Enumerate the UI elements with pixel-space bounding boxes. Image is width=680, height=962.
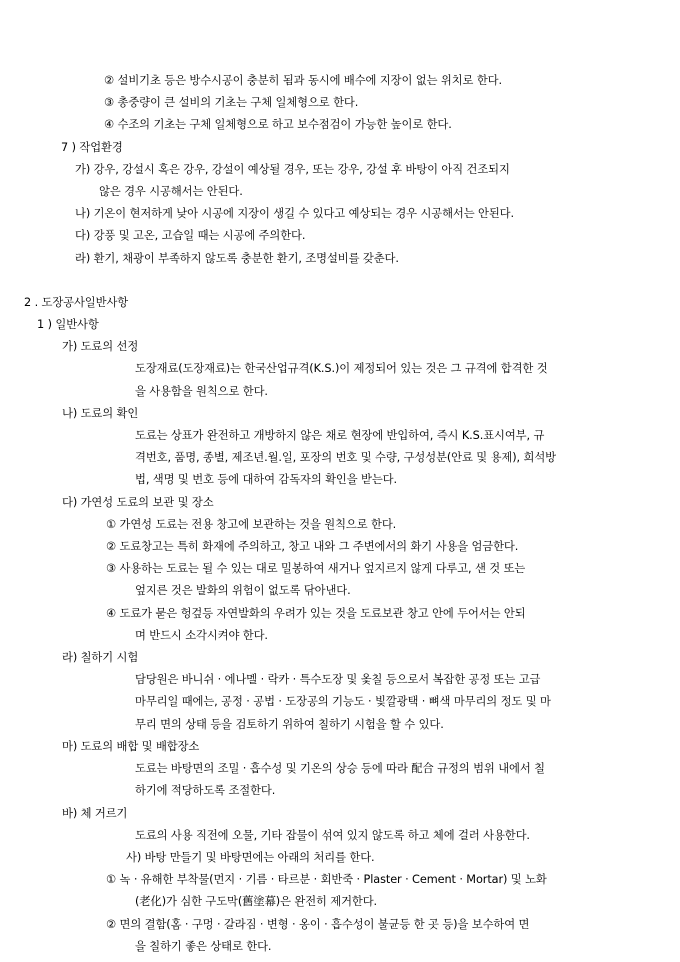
document-line: 엎지른 것은 발화의 위험이 없도록 닦아낸다. [135,584,351,598]
document-line: 1 ) 일반사항 [37,318,99,332]
document-line: 담당원은 바니쉬 · 에나멜 · 락카 · 특수도장 및 옻칠 등으로서 복잡한 공정 또는 고급 [135,673,541,687]
document-line: 2 . 도장공사일반사항 [24,295,129,309]
document-line: ③ 총중량이 큰 설비의 기초는 구체 일체형으로 한다. [104,96,359,110]
document-line: 라) 칠하기 시험 [62,651,139,665]
document-line: 마무리일 때에는, 공정 · 공법 · 도장공의 기능도 · 빛깔광택 · 뼈색 마무리의 정도 및 마 [135,695,551,709]
document-line: 며 반드시 소각시켜야 한다. [135,628,268,642]
document-line: ④ 수조의 기초는 구체 일체형으로 하고 보수점검이 가능한 높이로 한다. [104,118,452,132]
document-line: ① 녹 · 유해한 부착물(먼지 · 기름 · 타르분 · 회반죽 · Plaster · Cement · Mortar) 및 노화 [106,873,547,887]
document-line: ① 가연성 도료는 전용 창고에 보관하는 것을 원칙으로 한다. [106,517,397,531]
document-line: 하기에 적당하도록 조절한다. [135,784,276,798]
document-line: 가) 도료의 선정 [62,340,139,354]
document-line: 도료는 바탕면의 조밀 · 흡수성 및 기온의 상승 등에 따라 配合 규정의 범위 내에서 칠 [135,762,545,776]
document-line: 을 칠하기 좋은 상태로 한다. [135,939,272,953]
document-line: 다) 가연성 도료의 보관 및 장소 [62,495,214,509]
document-line: ④ 도료가 묻은 헝겊등 자연발화의 우려가 있는 것을 도료보관 창고 안에 두어서는 안되 [106,606,526,620]
document-line: 않은 경우 시공해서는 안된다. [99,185,243,199]
document-line: ② 설비기초 등은 방수시공이 충분히 됨과 동시에 배수에 지장이 없는 위치로 한다. [104,74,502,87]
document-body [0,70,680,958]
document-line: ② 도료창고는 특히 화재에 주의하고, 창고 내와 그 주변에서의 화기 사용을 엄금한다. [106,540,519,554]
document-line: 라) 환기, 채광이 부족하지 않도록 충분한 환기, 조명설비를 갖춘다. [75,251,399,265]
document-line: 가) 강우, 강설시 혹은 강우, 강설이 예상될 경우, 또는 강우, 강설 후 바탕이 아직 건조되지 [75,162,510,176]
document-line: 격번호, 품명, 종별, 제조년.월.일, 포장의 번호 및 수량, 구성성분(안료 및 용제), 희석방 [135,451,556,465]
document-line: 나) 기온이 현저하게 낮아 시공에 지장이 생길 수 있다고 예상되는 경우 시공해서는 안된다. [75,207,514,221]
document-line: ③ 사용하는 도료는 될 수 있는 대로 밀봉하여 새거나 엎지르지 않게 다루고, 샌 것 또는 [106,562,526,576]
document-line: 마) 도료의 배합 및 배합장소 [62,739,200,753]
document-line: 도장재료(도장재료)는 한국산업규격(K.S.)이 제정되어 있는 것은 그 규격에 합격한 것 [135,362,548,376]
document-line: 다) 강풍 및 고온, 고습일 때는 시공에 주의한다. [75,229,306,243]
document-line: 무리 면의 상태 등을 검토하기 위하여 칠하기 시험을 할 수 있다. [135,717,444,731]
document-line: (老化)가 심한 구도막(舊塗幕)은 완전히 제거한다. [135,895,378,909]
document-line: ② 면의 결함(홈 · 구멍 · 갈라짐 · 변형 · 옹이 · 흡수성이 불균등 한 곳 등)을 보수하여 면 [106,917,530,931]
document-line: 을 사용함을 원칙으로 한다. [135,384,268,398]
document-line: 바) 체 거르기 [62,806,128,820]
document-line: 7 ) 작업환경 [61,140,123,154]
paragraph-spacer [0,270,680,292]
document-line: 도료는 상표가 완전하고 개방하지 않은 채로 현장에 반입하여, 즉시 K.S.표시여부, 규 [135,429,545,443]
document-line: 나) 도료의 확인 [62,406,139,420]
document-line: 사) 바탕 만들기 및 바탕면에는 아래의 처리를 한다. [126,850,375,864]
document-line: 법, 색명 및 번호 등에 대하여 감독자의 확인을 받는다. [135,473,397,487]
document-line: 도료의 사용 직전에 오물, 기타 잡물이 섞여 있지 않도록 하고 체에 걸러 사용한다. [135,828,530,842]
